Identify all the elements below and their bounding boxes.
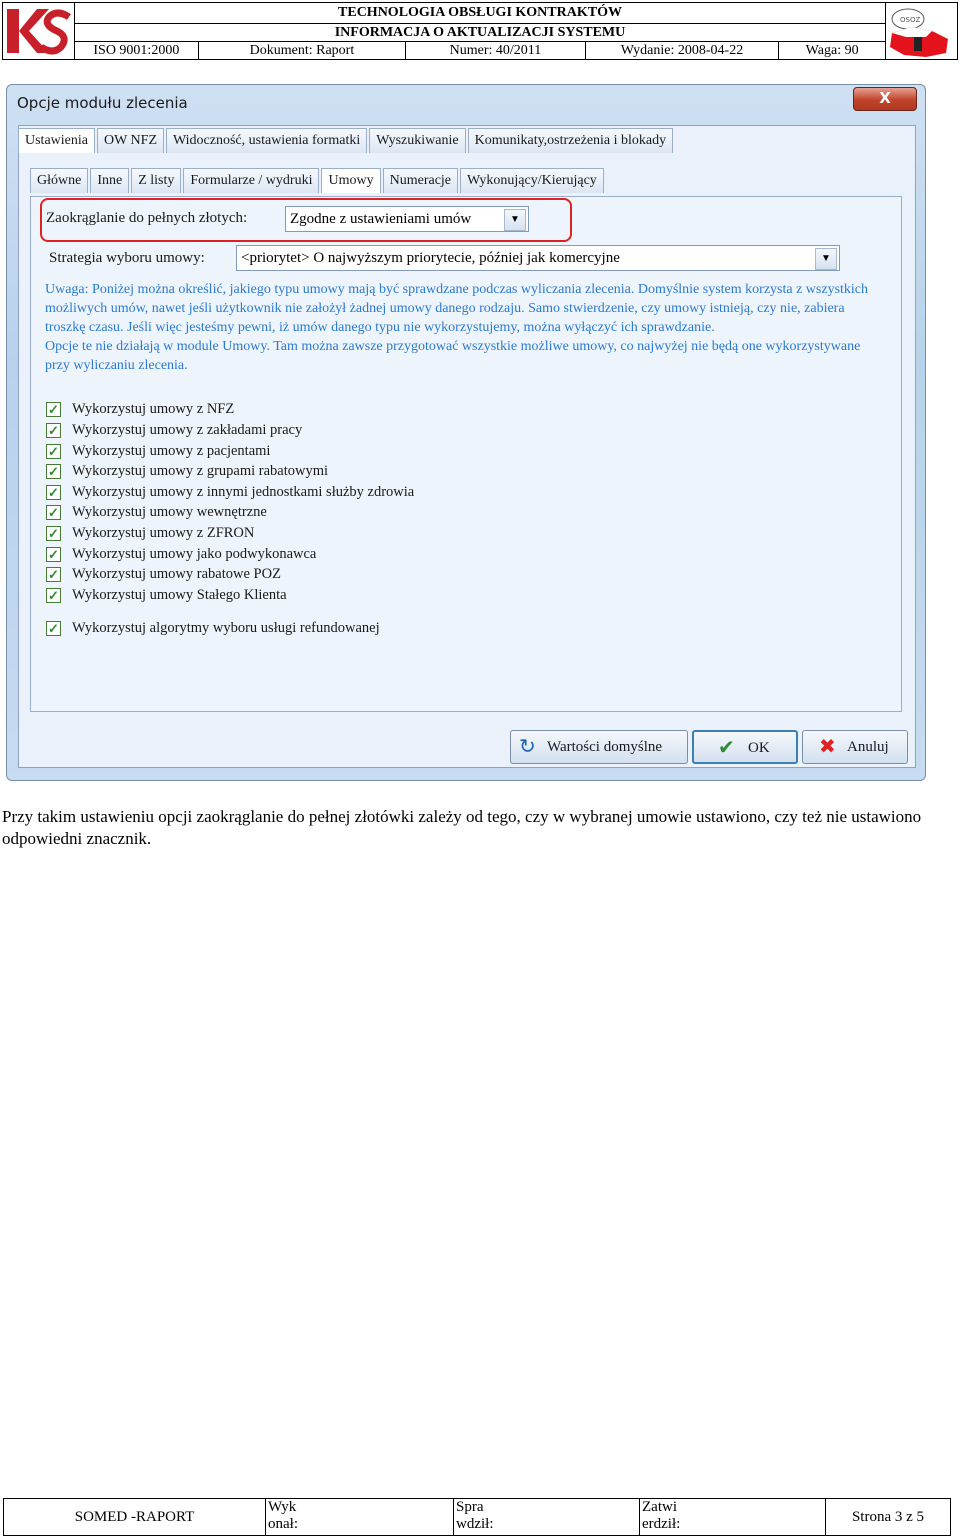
check-icon[interactable]: ✓ — [46, 588, 61, 603]
strategy-label: Strategia wyboru umowy: — [49, 250, 205, 266]
tab-numeracje[interactable]: Numeracje — [383, 168, 458, 193]
note-text: Uwaga: Poniżej można określić, jakiego typu umowy mają być sprawdzane podczas wyliczania zlecenia. Domyślnie system korzysta z wszystkich możliwych umów, nawet jeśli użytkownik nie założył żadnej umowy danego rodzaju. Samo stwierdzenie, czy umowy istnieją, czy nie, zabiera troszkę czasu. Jeśli więc jesteśmy pewni, iż umów danego typu nie wykorzystujemy, można wyłączyć ich sprawdzanie. Opcje te nie działają w module Umowy. Tam można zawsze przygotować wszystkie możliwe umowy, co najwyżej nie będą one wykorzystywane przy wyliczaniu zlecenia. — [45, 282, 869, 373]
cancel-button[interactable]: ✖ Anuluj — [802, 730, 908, 764]
edition-label: Wydanie: 2008-04-22 — [586, 42, 780, 60]
tab-umowy[interactable]: Umowy — [321, 168, 380, 193]
footer-checked: Spra wdził: — [454, 1499, 640, 1535]
header-title-2: INFORMACJA O AKTUALIZACJI SYSTEMU — [75, 23, 885, 42]
tab-inne[interactable]: Inne — [90, 168, 129, 193]
description-paragraph: Przy takim ustawieniu opcji zaokrąglanie do pełnej złotówki zależy od tego, czy w wybranej umowie ustawiono, czy też nie ustawiono odpowiedni znacznik. — [2, 807, 922, 848]
rounding-select[interactable] — [285, 206, 529, 232]
iso-label: ISO 9001:2000 — [75, 42, 199, 60]
defaults-button[interactable]: ↻ Wartości domyślne — [510, 730, 688, 764]
rounding-label: Zaokrąglanie do pełnych złotych: — [46, 210, 248, 226]
cancel-x-icon: ✖ — [819, 736, 836, 758]
close-button[interactable] — [853, 87, 917, 111]
header-title-1: TECHNOLOGIA OBSŁUGI KONTRAKTÓW — [338, 5, 622, 20]
tab-wyszukiwanie[interactable]: Wyszukiwanie — [369, 128, 465, 153]
svg-text:OSOZ: OSOZ — [900, 16, 921, 24]
tab-komunikaty[interactable]: Komunikaty,ostrzeżenia i blokady — [468, 128, 674, 153]
check-icon[interactable]: ✓ — [46, 423, 61, 438]
refresh-icon: ↻ — [519, 736, 536, 758]
check-icon[interactable]: ✓ — [46, 402, 61, 417]
strategy-select[interactable] — [236, 245, 840, 271]
ks-logo — [3, 3, 75, 59]
close-icon: X — [879, 89, 891, 107]
dialog-title: Opcje modułu zlecenia — [17, 94, 188, 112]
footer-approved: Zatwi erdził: — [640, 1499, 826, 1535]
main-tabs — [18, 128, 675, 153]
check-icon[interactable]: ✓ — [46, 464, 61, 479]
tab-wykonujacy[interactable]: Wykonujący/Kierujący — [460, 168, 604, 193]
check-icon[interactable]: ✓ — [46, 444, 61, 459]
document-header — [2, 2, 958, 60]
footer-page-number: Strona 3 z 5 — [851, 1509, 925, 1525]
tab-ow-nfz[interactable]: OW NFZ — [97, 128, 164, 153]
osoz-logo — [885, 3, 957, 59]
sub-tabs — [30, 168, 606, 193]
check-icon[interactable]: ✓ — [46, 485, 61, 500]
tab-ustawienia[interactable]: Ustawienia — [18, 128, 95, 153]
strategy-value: <priorytet> O najwyższym priorytecie, później jak komercyjne — [241, 250, 620, 266]
check-icon[interactable]: ✓ — [46, 505, 61, 520]
chevron-down-icon[interactable]: ▼ — [815, 248, 837, 270]
tab-widocznosc[interactable]: Widoczność, ustawienia formatki — [166, 128, 367, 153]
weight-label: Waga: 90 — [805, 43, 859, 58]
rounding-value: Zgodne z ustawieniami umów — [290, 211, 472, 227]
check-icon[interactable]: ✓ — [46, 621, 61, 636]
tab-z-listy[interactable]: Z listy — [131, 168, 181, 193]
check-icon[interactable]: ✓ — [46, 567, 61, 582]
tab-glowne[interactable]: Główne — [30, 168, 88, 193]
document-footer — [3, 1498, 951, 1536]
document-label: Dokument: Raport — [199, 42, 406, 60]
check-icon[interactable]: ✓ — [46, 526, 61, 541]
chevron-down-icon[interactable]: ▼ — [504, 209, 526, 231]
header-meta-row — [75, 41, 885, 60]
tab-formularze[interactable]: Formularze / wydruki — [183, 168, 319, 193]
ok-button[interactable]: ✔ OK — [692, 730, 798, 764]
checkmark-icon: ✔ — [718, 737, 735, 759]
check-icon[interactable]: ✓ — [46, 547, 61, 562]
footer-executed: Wyk onał: — [266, 1499, 454, 1535]
footer-doc-name: SOMED -RAPORT — [4, 1499, 266, 1535]
number-label: Numer: 40/2011 — [406, 42, 586, 60]
